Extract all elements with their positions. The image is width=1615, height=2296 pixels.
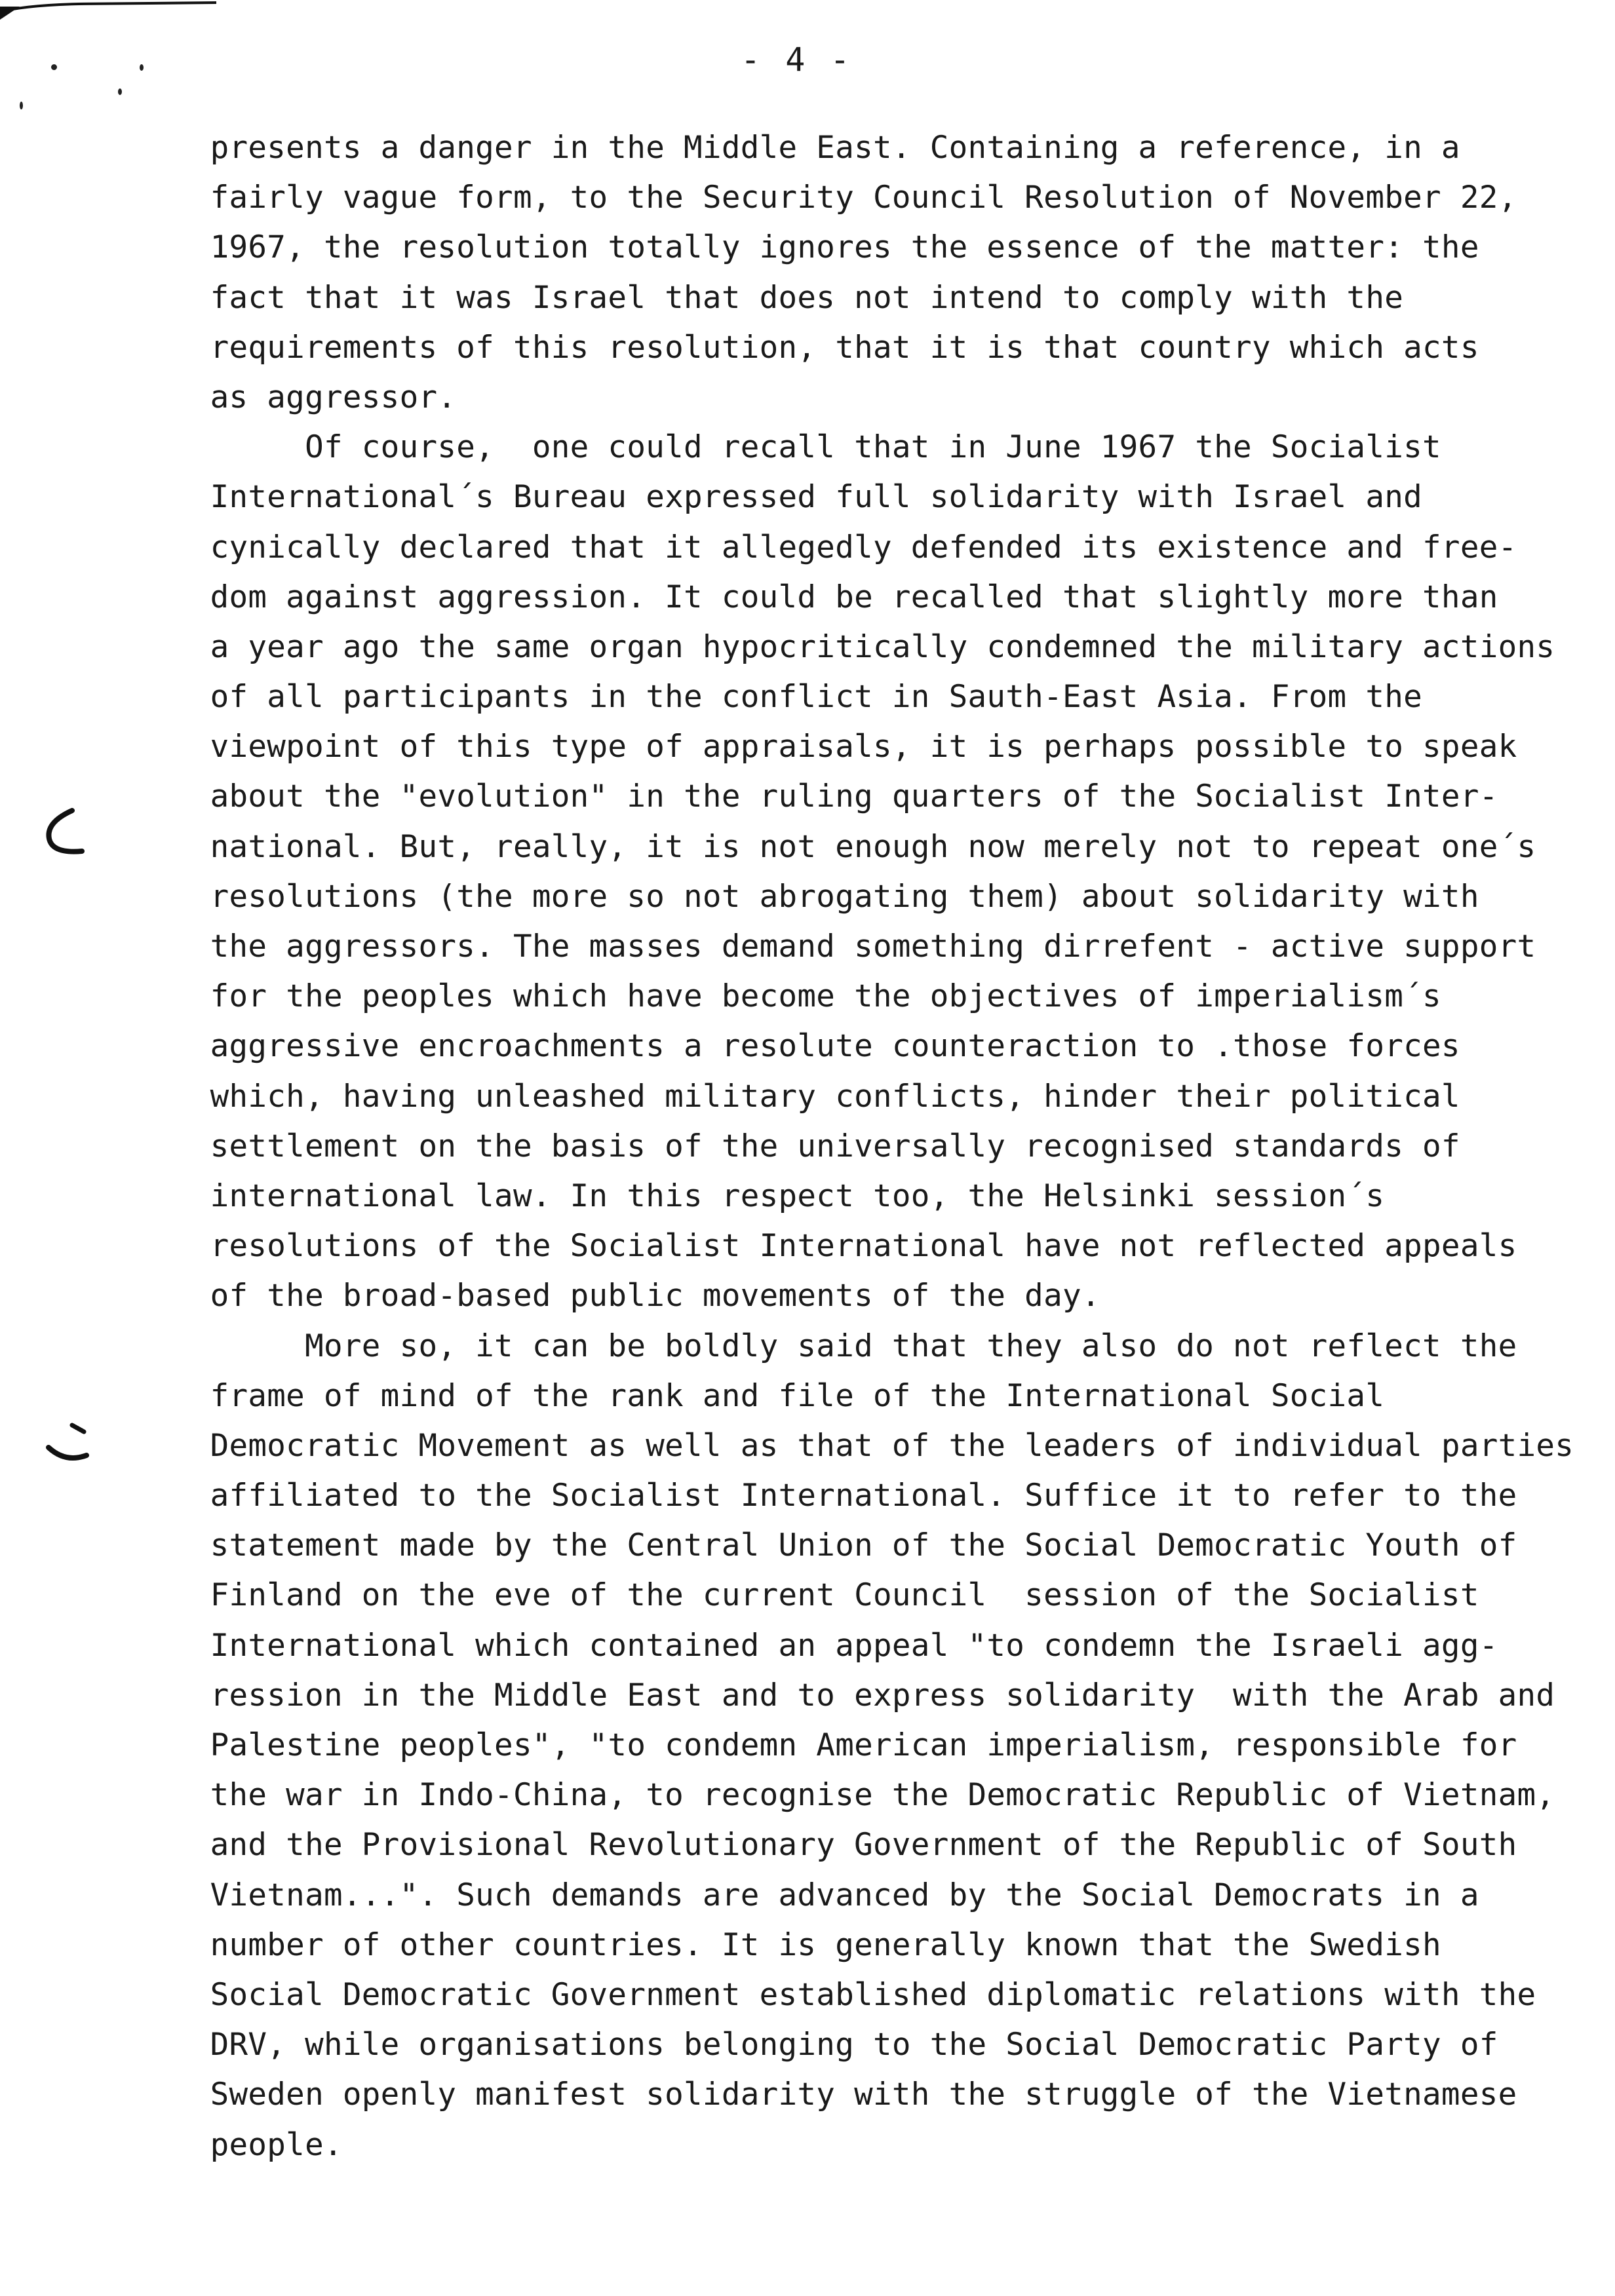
text-line: DRV, while organisations belonging to the Social Democratic Party of <box>134 2027 1498 2063</box>
text-line: for the peoples which have become the objectives of imperialism´s <box>134 978 1441 1015</box>
margin-bracket-mark <box>36 803 95 862</box>
text-line: More so, it can be boldly said that they also do not reflect the <box>134 1328 1517 1364</box>
text-line: Social Democratic Government established diplomatic relations with the <box>134 1976 1536 2013</box>
text-line: aggressive encroachments a resolute counteraction to .those forces <box>134 1028 1460 1065</box>
text-line: Palestine peoples", "to condemn American imperialism, responsible for <box>134 1727 1517 1763</box>
scan-speck <box>140 64 144 71</box>
text-line: international law. In this respect too, the Helsinki session´s <box>134 1177 1385 1214</box>
text-line: statement made by the Central Union of the Social Democratic Youth of <box>134 1527 1517 1564</box>
text-line: presents a danger in the Middle East. Containing a reference, in a <box>134 130 1460 166</box>
text-line: Sweden openly manifest solidarity with the struggle of the Vietnamese <box>134 2076 1517 2113</box>
text-line: International´s Bureau expressed full solidarity with Israel and <box>134 479 1423 516</box>
scan-speck <box>51 64 57 70</box>
text-line: about the "evolution" in the ruling quarters of the Socialist Inter- <box>134 778 1498 815</box>
scan-speck <box>118 88 122 95</box>
margin-bracket-mark <box>39 1419 98 1471</box>
text-line: ression in the Middle East and to express solidarity with the Arab and <box>134 1677 1555 1713</box>
scan-speck <box>20 102 23 109</box>
text-line: number of other countries. It is generally known that the Swedish <box>134 1926 1441 1963</box>
text-line: which, having unleashed military conflicts, hinder their political <box>134 1078 1460 1115</box>
text-line: of all participants in the conflict in Sauth-East Asia. From the <box>134 679 1423 716</box>
text-line: resolutions (the more so not abrogating them) about solidarity with <box>134 878 1479 915</box>
text-line: national. But, really, it is not enough now merely not to repeat one´s <box>134 828 1536 865</box>
text-line: resolutions of the Socialist International have not reflected appeals <box>134 1228 1517 1265</box>
text-line: the war in Indo-China, to recognise the Democratic Republic of Vietnam, <box>134 1777 1555 1814</box>
text-line: viewpoint of this type of appraisals, it is perhaps possible to speak <box>134 729 1517 765</box>
text-line: 1967, the resolution totally ignores the essence of the matter: the <box>134 229 1479 266</box>
text-line: affiliated to the Socialist International. Suffice it to refer to the <box>134 1478 1517 1514</box>
text-line: requirements of this resolution, that it is that country which acts <box>134 329 1479 366</box>
text-line: the aggressors. The masses demand something dirrefent - active support <box>134 928 1536 965</box>
text-line: Finland on the eve of the current Council session of the Socialist <box>134 1577 1479 1614</box>
text-line: settlement on the basis of the universally recognised standards of <box>134 1128 1460 1164</box>
text-line: fact that it was Israel that does not intend to comply with the <box>134 279 1404 316</box>
text-line: cynically declared that it allegedly defended its existence and free- <box>134 529 1517 565</box>
text-line: International which contained an appeal "to condemn the Israeli agg- <box>134 1627 1498 1664</box>
text-line: people. <box>134 2126 343 2163</box>
text-line: Of course, one could recall that in June 1967 the Socialist <box>134 429 1441 466</box>
text-line: frame of mind of the rank and file of the International Social <box>134 1377 1385 1414</box>
scan-edge-mark <box>0 0 216 26</box>
document-body <box>134 123 1576 2170</box>
text-line: a year ago the same organ hypocritically condemned the military actions <box>134 628 1555 665</box>
text-line: fairly vague form, to the Security Council Resolution of November 22, <box>134 180 1517 216</box>
text-line: Democratic Movement as well as that of the leaders of individual parties <box>134 1427 1574 1464</box>
text-line: as aggressor. <box>134 379 457 415</box>
page-number: - 4 - <box>741 41 853 79</box>
text-line: dom against aggression. It could be recalled that slightly more than <box>134 579 1498 615</box>
text-line: and the Provisional Revolutionary Government of the Republic of South <box>134 1827 1517 1864</box>
text-line: of the broad-based public movements of the day. <box>134 1278 1100 1314</box>
text-line: Vietnam...". Such demands are advanced by the Social Democrats in a <box>134 1877 1479 1913</box>
